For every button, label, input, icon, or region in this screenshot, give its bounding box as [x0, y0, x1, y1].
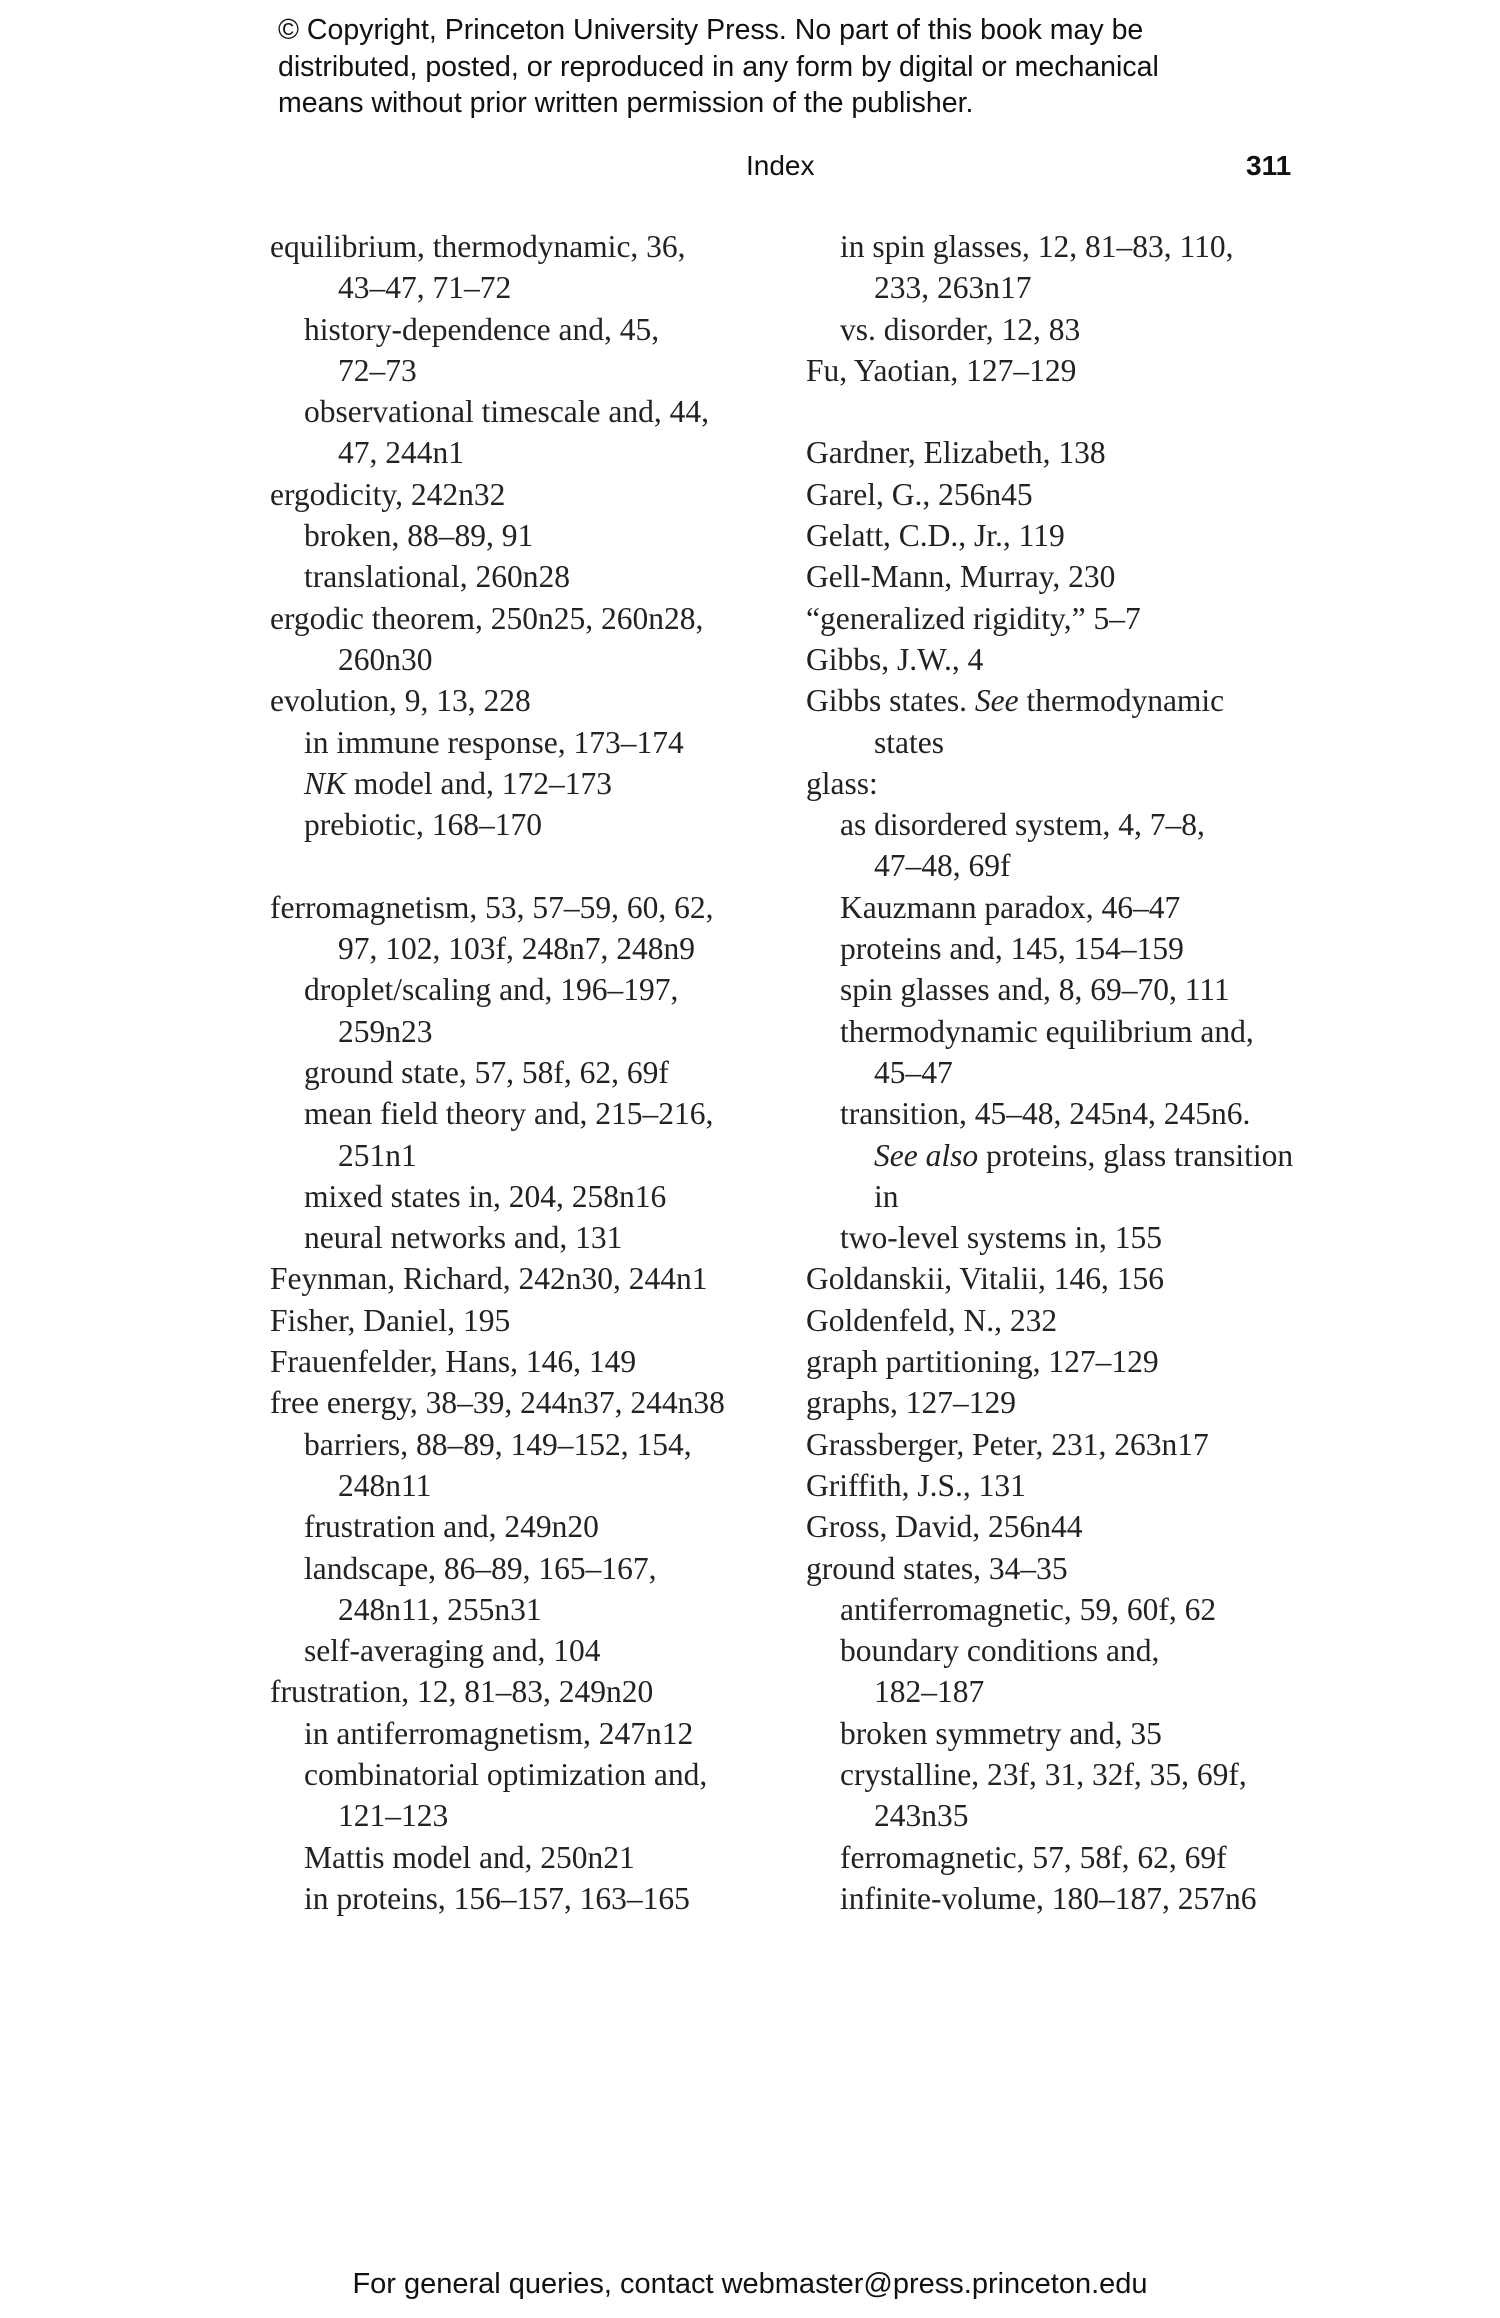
index-entry: evolution, 9, 13, 228 [270, 683, 531, 719]
index-spacer [270, 845, 770, 886]
index-subentry: self-averaging and, 104 [304, 1633, 601, 1669]
index-entry: graph partitioning, 127–129 [806, 1344, 1159, 1380]
index-subentry: in antiferromagnetism, 247n12 [304, 1715, 694, 1751]
index-subentry: neural networks and, 131 [304, 1220, 623, 1256]
index-subentry: as disordered system, 4, 7–8, [840, 807, 1205, 843]
index-subentry: Mattis model and, 250n21 [304, 1839, 635, 1875]
index-continuation: 72–73 [338, 352, 417, 388]
index-subentry: spin glasses and, 8, 69–70, 111 [840, 972, 1230, 1008]
index-subentry: broken, 88–89, 91 [304, 518, 534, 554]
index-subentry: vs. disorder, 12, 83 [840, 311, 1081, 347]
index-subentry: barriers, 88–89, 149–152, 154, [304, 1426, 692, 1462]
index-subentry: crystalline, 23f, 31, 32f, 35, 69f, [840, 1756, 1247, 1792]
index-subentry: antiferromagnetic, 59, 60f, 62 [840, 1591, 1217, 1627]
index-entry: ergodic theorem, 250n25, 260n28, [270, 600, 704, 636]
index-subentry: prebiotic, 168–170 [304, 807, 542, 843]
index-entry: Feynman, Richard, 242n30, 244n1 [270, 1261, 708, 1297]
index-entry: Gelatt, C.D., Jr., 119 [806, 518, 1065, 554]
index-subentry: droplet/scaling and, 196–197, [304, 972, 679, 1008]
index-subentry: in immune response, 173–174 [304, 724, 684, 760]
copyright-line: © Copyright, Princeton University Press. No part of this book may be [278, 14, 1144, 46]
index-entry: Gell-Mann, Murray, 230 [806, 559, 1116, 595]
index-entry: Goldanskii, Vitalii, 146, 156 [806, 1261, 1165, 1297]
index-continuation: 47, 244n1 [338, 435, 464, 471]
index-entry: graphs, 127–129 [806, 1385, 1016, 1421]
index-subentry: transition, 45–48, 245n4, 245n6. [840, 1096, 1251, 1132]
copyright-notice [278, 12, 1278, 122]
index-entry: Garel, G., 256n45 [806, 476, 1033, 512]
index-continuation: 182–187 [874, 1674, 985, 1710]
index-subentry: observational timescale and, 44, [304, 394, 709, 430]
running-title: Index [746, 150, 815, 181]
index-subentry: landscape, 86–89, 165–167, [304, 1550, 657, 1586]
footer-contact: For general queries, contact webmaster@press.princeton.edu [352, 2268, 1148, 2300]
index-entry: Gardner, Elizabeth, 138 [806, 435, 1106, 471]
index-subentry: frustration and, 249n20 [304, 1509, 599, 1545]
index-continuation: See also proteins, glass transition [874, 1137, 1294, 1173]
index-entry: glass: [806, 765, 878, 801]
index-continuation: in [874, 1178, 899, 1214]
index-entry: Griffith, J.S., 131 [806, 1467, 1026, 1503]
index-subentry: translational, 260n28 [304, 559, 570, 595]
index-column-left [270, 226, 770, 1919]
index-subentry: proteins and, 145, 154–159 [840, 931, 1184, 967]
index-continuation: 97, 102, 103f, 248n7, 248n9 [338, 931, 695, 967]
index-entry: free energy, 38–39, 244n37, 244n38 [270, 1385, 725, 1421]
index-subentry: history-dependence and, 45, [304, 311, 660, 347]
index-subentry: broken symmetry and, 35 [840, 1715, 1162, 1751]
page-number: 311 [1246, 150, 1292, 181]
index-subentry: ground state, 57, 58f, 62, 69f [304, 1054, 669, 1090]
index-continuation: 243n35 [874, 1798, 969, 1834]
copyright-line: distributed, posted, or reproduced in any form by digital or mechanical [278, 50, 1159, 83]
index-subentry: infinite-volume, 180–187, 257n6 [840, 1880, 1257, 1916]
index-spacer [806, 391, 1306, 432]
index-entry: Gross, David, 256n44 [806, 1509, 1083, 1545]
index-entry: frustration, 12, 81–83, 249n20 [270, 1674, 654, 1710]
index-entry: “generalized rigidity,” 5–7 [806, 600, 1141, 636]
index-entry: Goldenfeld, N., 232 [806, 1302, 1058, 1338]
index-entry: Fu, Yaotian, 127–129 [806, 352, 1077, 388]
index-subentry: boundary conditions and, [840, 1633, 1160, 1669]
index-continuation: 45–47 [874, 1054, 953, 1090]
index-subentry: in proteins, 156–157, 163–165 [304, 1880, 690, 1916]
index-continuation: 259n23 [338, 1013, 433, 1049]
index-subentry: ferromagnetic, 57, 58f, 62, 69f [840, 1839, 1227, 1875]
index-continuation: 248n11, 255n31 [338, 1591, 542, 1627]
index-continuation: states [874, 724, 944, 760]
index-continuation: 43–47, 71–72 [338, 270, 512, 306]
index-entry: Frauenfelder, Hans, 146, 149 [270, 1344, 637, 1380]
index-continuation: 233, 263n17 [874, 270, 1032, 306]
index-subentry: mixed states in, 204, 258n16 [304, 1178, 667, 1214]
index-subentry: Kauzmann paradox, 46–47 [840, 889, 1181, 925]
index-continuation: 47–48, 69f [874, 848, 1011, 884]
index-entry: Grassberger, Peter, 231, 263n17 [806, 1426, 1209, 1462]
index-subentry: thermodynamic equilibrium and, [840, 1013, 1254, 1049]
index-entry: ground states, 34–35 [806, 1550, 1068, 1586]
copyright-line: means without prior written permission of the publisher. [278, 87, 974, 119]
index-entry: Gibbs states. See thermodynamic [806, 683, 1225, 719]
index-subentry: in spin glasses, 12, 81–83, 110, [840, 229, 1234, 264]
index-continuation: 251n1 [338, 1137, 417, 1173]
index-continuation: 121–123 [338, 1798, 449, 1834]
index-entry: Gibbs, J.W., 4 [806, 641, 984, 677]
index-subentry: NK model and, 172–173 [304, 765, 612, 801]
index-subentry: mean field theory and, 215–216, [304, 1096, 714, 1132]
index-entry: ferromagnetism, 53, 57–59, 60, 62, [270, 889, 714, 925]
index-subentry: two-level systems in, 155 [840, 1220, 1162, 1256]
index-subentry: combinatorial optimization and, [304, 1756, 708, 1792]
index-entry: Fisher, Daniel, 195 [270, 1302, 511, 1338]
index-column-right [806, 226, 1306, 1919]
index-continuation: 248n11 [338, 1467, 432, 1503]
index-entry: ergodicity, 242n32 [270, 476, 506, 512]
index-entry: equilibrium, thermodynamic, 36, [270, 229, 686, 264]
index-continuation: 260n30 [338, 641, 433, 677]
